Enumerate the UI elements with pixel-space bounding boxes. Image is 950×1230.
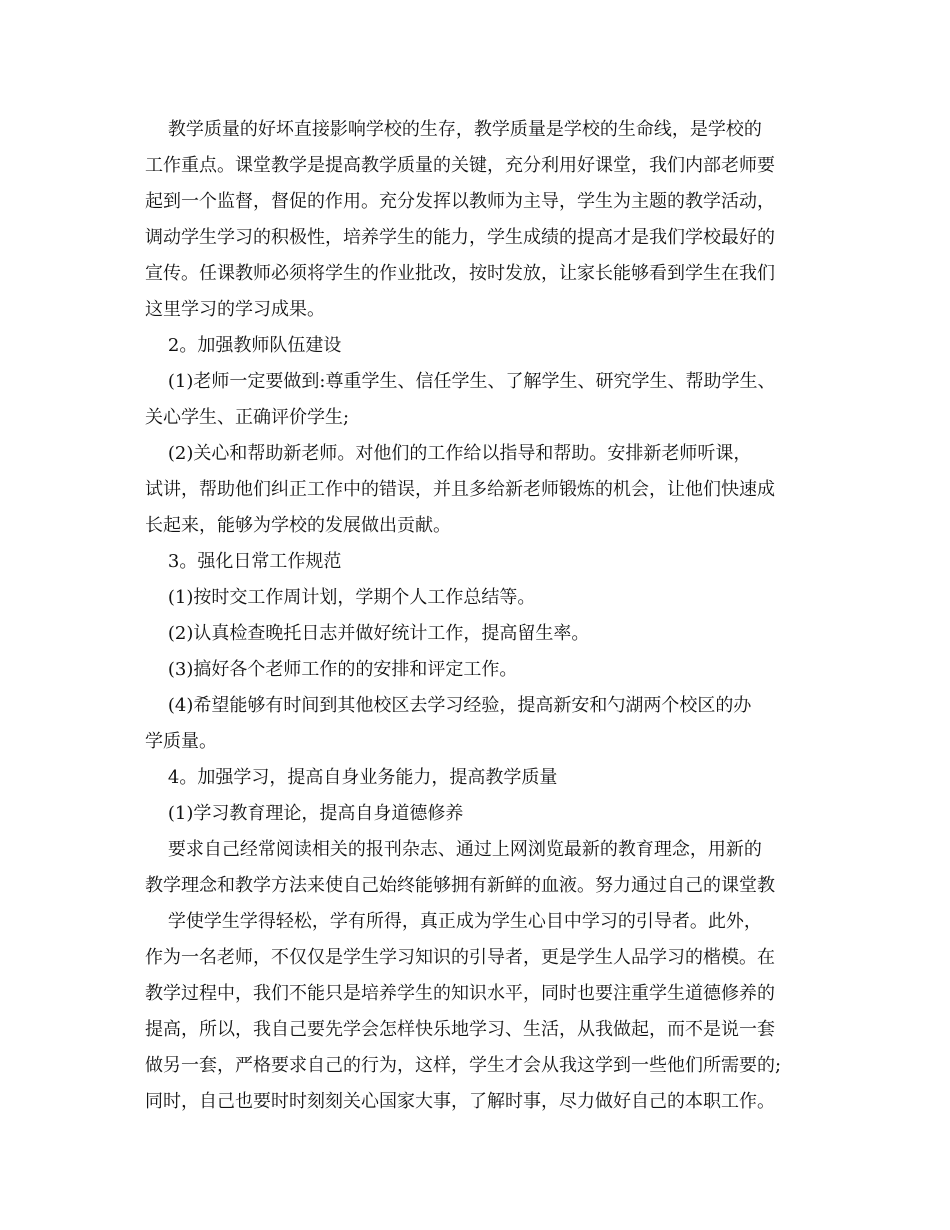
paragraph-3-4: (4)希望能够有时间到其他校区去学习经验，提高新安和勺湖两个校区的办 学质量。 [145, 695, 752, 752]
paragraph-3-1: (1)按时交工作周计划，学期个人工作总结等。 [145, 587, 536, 608]
heading-3-work-standards: 3。强化日常工作规范 [145, 551, 342, 572]
heading-4-learning: 4。加强学习，提高自身业务能力，提高教学质量 [145, 767, 558, 788]
paragraph-reading: 要求自己经常阅读相关的报刊杂志、通过上网浏览最新的教育理念，用新的 教学理念和教学方法来使自己始终能够拥有新鲜的血液。努力通过自己的课堂教 [145, 839, 775, 896]
heading-2-teacher-team: 2。加强教师队伍建设 [145, 335, 342, 356]
document-body [145, 112, 815, 1120]
paragraph-2-1: (1)老师一定要做到:尊重学生、信任学生、了解学生、研究学生、帮助学生、 关心学生、正确评价学生; [145, 371, 776, 428]
paragraph-3-3: (3)搞好各个老师工作的的安排和评定工作。 [145, 659, 518, 680]
paragraph-role-model: 学使学生学得轻松，学有所得，真正成为学生心目中学习的引导者。此外， 作为一名老师，不仅仅是学生学习知识的引导者，更是学生人品学习的楷模。在 教学过程中，我们不能只是培养学生的知识水平，同时也要注重学生道德修养的 提高，所以，我自己要先学会怎样快乐地学习、生活，从我做起，而不是说一套 做另一套，严格要求自己的行为，这样，学生才会从我这学到一些他们所需要的; 同时，自己也要时时刻刻关心国家大事，了解时事，尽力做好自己的本职工作。 [145, 911, 782, 1112]
paragraph-teaching-quality: 教学质量的好坏直接影响学校的生存，教学质量是学校的生命线，是学校的 工作重点。课堂教学是提高教学质量的关键，充分利用好课堂，我们内部老师要 起到一个监督，督促的作用。充分发挥以教师为主导，学生为主题的教学活动， 调动学生学习的积极性，培养学生的能力，学生成绩的提高才是我们学校最好的 宣传。任课教师必须将学生的作业批改，按时发放，让家长能够看到学生在我们 这里学习的学习成果。 [145, 119, 775, 320]
paragraph-2-2: (2)关心和帮助新老师。对他们的工作给以指导和帮助。安排新老师听课， 试讲，帮助他们纠正工作中的错误，并且多给新老师锻炼的机会，让他们快速成 长起来，能够为学校的发展做出贡献。 [145, 443, 775, 536]
paragraph-4-1: (1)学习教育理论，提高自身道德修养 [145, 803, 464, 824]
paragraph-3-2: (2)认真检查晚托日志并做好统计工作，提高留生率。 [145, 623, 590, 644]
